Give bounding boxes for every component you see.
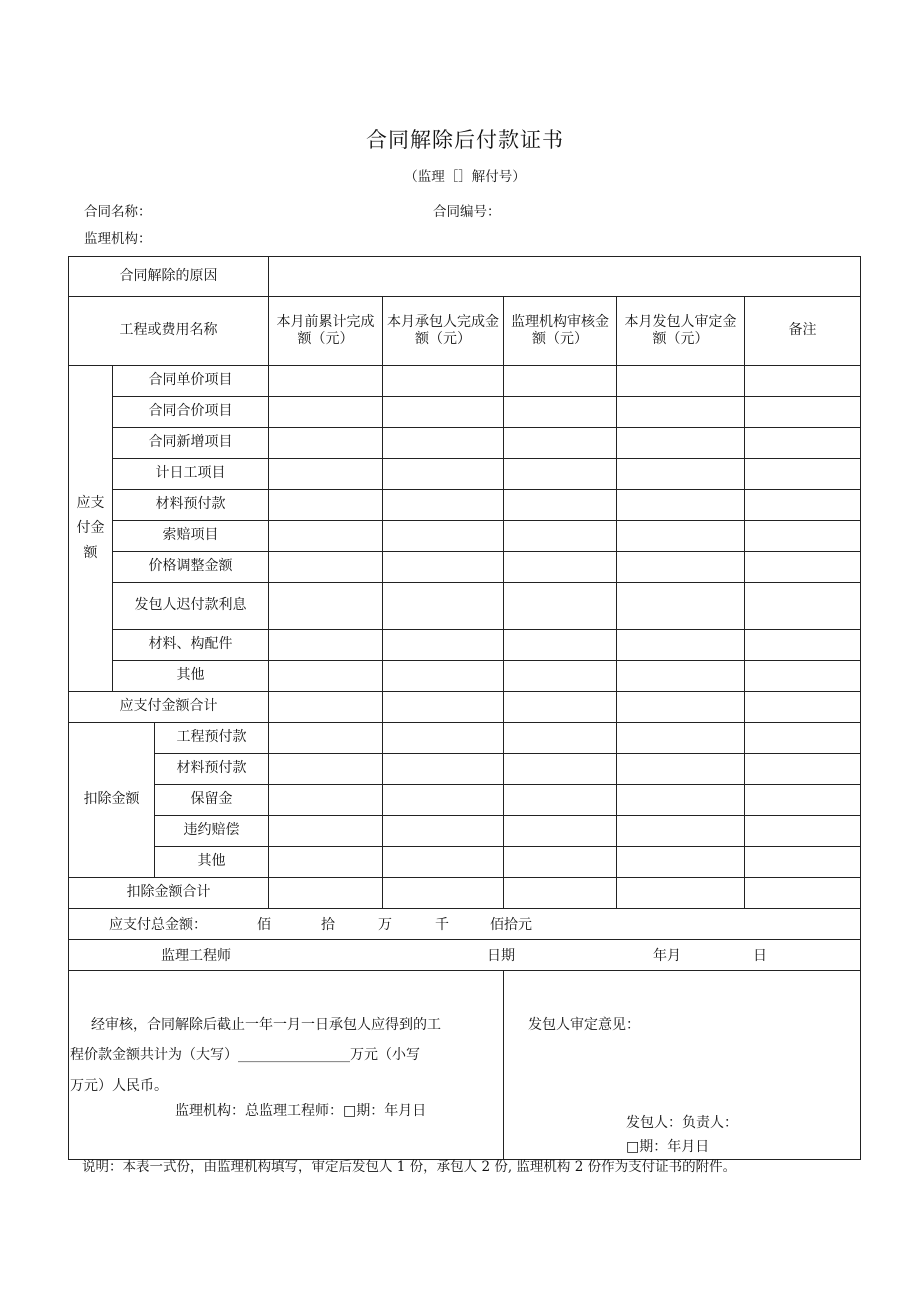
cell[interactable]	[617, 583, 745, 630]
cell[interactable]	[617, 397, 745, 428]
cell[interactable]	[269, 723, 383, 754]
col-prev-cumulative: 本月前累计完成额（元）	[276, 313, 375, 347]
cell[interactable]	[504, 785, 617, 816]
col-contractor-amount: 本月承包人完成金额（元）	[387, 313, 499, 347]
deduction-item: 材料预付款	[155, 754, 269, 785]
reason-value[interactable]	[269, 257, 861, 297]
cell[interactable]	[745, 692, 861, 723]
payable-item: 价格调整金额	[113, 552, 269, 583]
payable-group-label: 应支付金额	[76, 495, 105, 561]
engineer-row[interactable]	[69, 940, 861, 971]
cell[interactable]	[383, 816, 504, 847]
cell[interactable]	[504, 459, 617, 490]
cell[interactable]	[745, 397, 861, 428]
cell[interactable]	[383, 366, 504, 397]
payment-certificate-table	[68, 256, 861, 1160]
cell[interactable]	[269, 459, 383, 490]
cell[interactable]	[745, 816, 861, 847]
cell[interactable]	[504, 397, 617, 428]
cell[interactable]	[617, 847, 745, 878]
cell[interactable]	[269, 692, 383, 723]
review-signature: 监理机构：总监理工程师：□期：年月日	[175, 1103, 427, 1119]
employer-date-label: □期：年月日	[626, 1139, 710, 1155]
cell[interactable]	[504, 366, 617, 397]
cell[interactable]	[504, 754, 617, 785]
cell[interactable]	[745, 552, 861, 583]
employer-signer-label: 发包人：负责人：	[626, 1115, 738, 1131]
page-title: 合同解除后付款证书	[366, 128, 564, 152]
cell[interactable]	[617, 459, 745, 490]
cell[interactable]	[617, 723, 745, 754]
cell[interactable]	[504, 847, 617, 878]
review-line-3: 万元）人民币。	[70, 1078, 168, 1094]
cell[interactable]	[745, 878, 861, 909]
day-label: 日	[753, 948, 767, 964]
cell[interactable]	[504, 723, 617, 754]
cell[interactable]	[617, 878, 745, 909]
unit-qian: 千	[435, 917, 449, 933]
payable-item: 材料预付款	[113, 490, 269, 521]
review-box[interactable]	[69, 971, 504, 1160]
cell[interactable]	[504, 692, 617, 723]
payable-item: 计日工项目	[113, 459, 269, 490]
cell[interactable]	[504, 878, 617, 909]
cell[interactable]	[383, 661, 504, 692]
cell[interactable]	[745, 583, 861, 630]
payable-item: 合同单价项目	[113, 366, 269, 397]
form-number: （监理［］解付号）	[404, 169, 526, 185]
payable-item: 材料、构配件	[113, 630, 269, 661]
col-employer-amount: 本月发包人审定金额（元）	[624, 313, 737, 347]
cell[interactable]	[269, 552, 383, 583]
cell[interactable]	[504, 630, 617, 661]
payable-item: 其他	[113, 661, 269, 692]
cell[interactable]	[383, 878, 504, 909]
cell[interactable]	[617, 661, 745, 692]
footnote: 说明：本表一式份，由监理机构填写，审定后发包人 1 份，承包人 2 份, 监理机构 2 份作为支付证书的附件。	[82, 1159, 737, 1175]
cell[interactable]	[383, 428, 504, 459]
payable-item: 索赔项目	[113, 521, 269, 552]
cell[interactable]	[504, 521, 617, 552]
cell[interactable]	[617, 521, 745, 552]
cell[interactable]	[383, 754, 504, 785]
review-line-1: 经审核，合同解除后截止一年一月一日承包人应得到的工	[91, 1017, 441, 1033]
deduction-item: 其他	[155, 847, 269, 878]
cell[interactable]	[617, 692, 745, 723]
cell[interactable]	[383, 521, 504, 552]
cell[interactable]	[504, 816, 617, 847]
cell[interactable]	[383, 583, 504, 630]
cell[interactable]	[745, 428, 861, 459]
payable-item: 合同合价项目	[113, 397, 269, 428]
cell[interactable]	[269, 490, 383, 521]
cell[interactable]	[383, 397, 504, 428]
cell[interactable]	[504, 552, 617, 583]
deduction-group-label: 扣除金额	[69, 723, 155, 878]
payable-item: 发包人迟付款利息	[113, 583, 269, 630]
cell[interactable]	[269, 583, 383, 630]
col-supervisor-amount: 监理机构审核金额（元）	[511, 313, 609, 347]
employer-opinion-label: 发包人审定意见：	[528, 1017, 640, 1033]
unit-shi: 拾	[321, 917, 335, 933]
cell[interactable]	[383, 490, 504, 521]
cell[interactable]	[745, 366, 861, 397]
year-month-label: 年月	[653, 948, 681, 964]
cell[interactable]	[383, 552, 504, 583]
cell[interactable]	[745, 785, 861, 816]
col-remarks: 备注	[745, 297, 861, 366]
cell[interactable]	[269, 366, 383, 397]
grand-total-label: 应支付总金额：	[109, 917, 207, 933]
item-header: 工程或费用名称	[69, 297, 269, 366]
deduction-item: 工程预付款	[155, 723, 269, 754]
cell[interactable]	[617, 630, 745, 661]
cell[interactable]	[745, 490, 861, 521]
cell[interactable]	[504, 428, 617, 459]
cell[interactable]	[504, 490, 617, 521]
unit-bai: 佰	[257, 917, 271, 933]
cell[interactable]	[383, 723, 504, 754]
cell[interactable]	[269, 878, 383, 909]
employer-box[interactable]	[504, 971, 861, 1160]
deduction-item: 违约赔偿	[155, 816, 269, 847]
grand-total-row[interactable]	[69, 909, 861, 940]
cell[interactable]	[383, 847, 504, 878]
cell[interactable]	[383, 630, 504, 661]
cell[interactable]	[745, 847, 861, 878]
date-label: 日期	[487, 948, 515, 964]
review-line-2: 程价款金额共计为（大写）________________万元（小写	[70, 1047, 420, 1063]
payable-item: 合同新增项目	[113, 428, 269, 459]
cell[interactable]	[269, 785, 383, 816]
cell[interactable]	[504, 583, 617, 630]
cell[interactable]	[617, 754, 745, 785]
cell[interactable]	[617, 428, 745, 459]
cell[interactable]	[383, 785, 504, 816]
cell[interactable]	[269, 521, 383, 552]
deduction-item: 保留金	[155, 785, 269, 816]
cell[interactable]	[745, 521, 861, 552]
cell[interactable]	[269, 661, 383, 692]
cell[interactable]	[269, 397, 383, 428]
contract-no-label: 合同编号：	[433, 204, 501, 220]
cell[interactable]	[617, 366, 745, 397]
payable-total-label: 应支付金额合计	[69, 692, 269, 723]
cell[interactable]	[617, 785, 745, 816]
unit-wan: 万	[378, 917, 392, 933]
cell[interactable]	[617, 816, 745, 847]
cell[interactable]	[745, 723, 861, 754]
supervisor-org-label: 监理机构：	[84, 231, 152, 247]
cell[interactable]	[383, 692, 504, 723]
cell[interactable]	[269, 754, 383, 785]
cell[interactable]	[504, 661, 617, 692]
cell[interactable]	[745, 661, 861, 692]
cell[interactable]	[269, 428, 383, 459]
cell[interactable]	[269, 847, 383, 878]
cell[interactable]	[383, 459, 504, 490]
reason-label: 合同解除的原因	[69, 257, 269, 297]
cell[interactable]	[745, 754, 861, 785]
engineer-label: 监理工程师	[161, 948, 231, 964]
cell[interactable]	[745, 630, 861, 661]
cell[interactable]	[617, 490, 745, 521]
unit-bai-shi-yuan: 佰拾元	[490, 917, 532, 933]
contract-name-label: 合同名称：	[84, 204, 152, 220]
cell[interactable]	[745, 459, 861, 490]
cell[interactable]	[269, 816, 383, 847]
deduction-total-label: 扣除金额合计	[69, 878, 269, 909]
cell[interactable]	[269, 630, 383, 661]
cell[interactable]	[617, 552, 745, 583]
